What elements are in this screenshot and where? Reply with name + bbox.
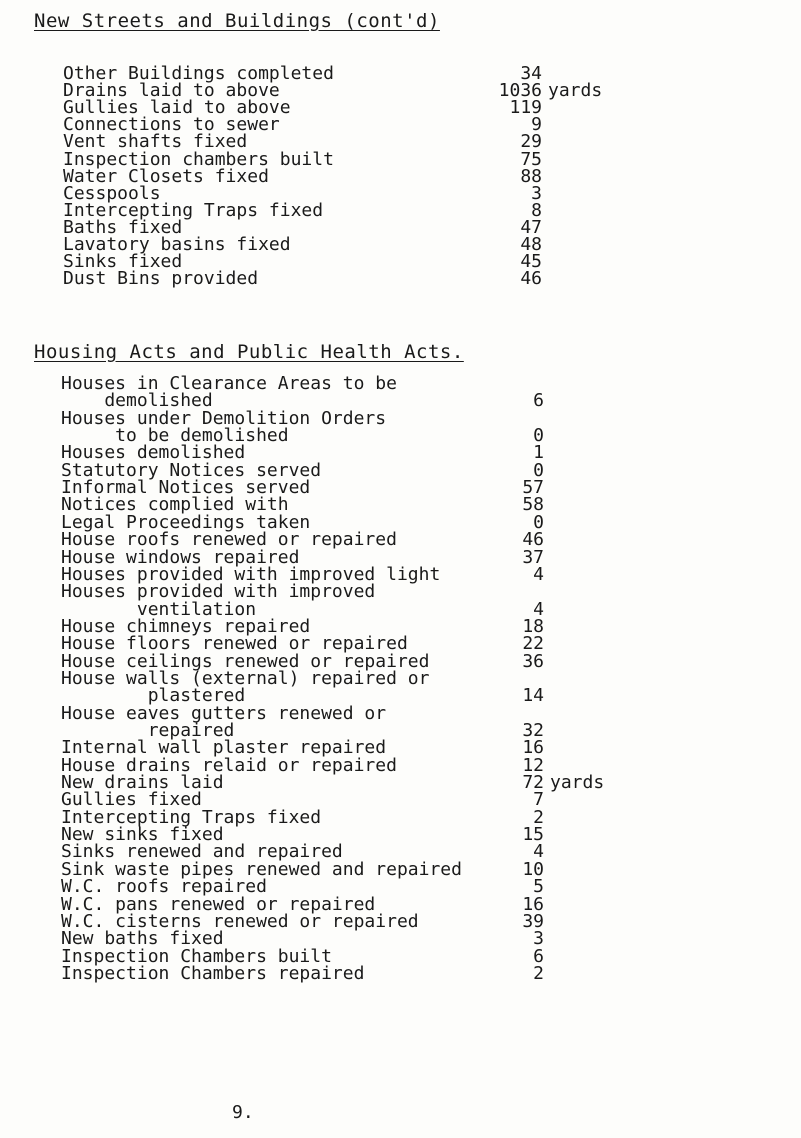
row-label: Internal wall plaster repaired — [61, 737, 387, 759]
row-value: 1036 — [498, 80, 542, 102]
row-value: 36 — [522, 650, 544, 672]
row-value: 6 — [533, 390, 544, 412]
row-label: Sinks renewed and repaired — [61, 841, 343, 863]
row-value: 39 — [522, 910, 544, 932]
row-label: House eaves gutters renewed or — [61, 702, 387, 724]
row-value: 0 — [533, 425, 544, 447]
row-label: New drains laid — [61, 772, 224, 794]
row-value: 119 — [509, 97, 542, 119]
row-label: House walls (external) repaired or — [61, 667, 430, 689]
row-value: 0 — [533, 459, 544, 481]
row-value: 7 — [533, 789, 544, 811]
list-row — [61, 963, 610, 985]
row-value: 2 — [533, 962, 544, 984]
page-number: 9. — [232, 1102, 254, 1123]
row-value: 34 — [520, 63, 542, 84]
row-value: 8 — [531, 199, 542, 221]
row-value: 4 — [533, 841, 544, 863]
row-value: 88 — [520, 165, 542, 187]
row-value: 75 — [520, 148, 542, 170]
section-heading-new-streets: New Streets and Buildings (cont'd) — [34, 10, 440, 32]
row-value: 72 — [522, 772, 544, 794]
row-label: Inspection chambers built — [63, 148, 334, 170]
row-label: Drains laid to above — [63, 80, 280, 102]
row-label: House roofs renewed or repaired — [61, 529, 397, 551]
row-label: Dust Bins provided — [63, 268, 259, 290]
row-value: 1 — [533, 442, 544, 464]
row-value: 10 — [522, 858, 544, 880]
row-label: Vent shafts fixed — [63, 131, 248, 153]
row-value: 16 — [522, 737, 544, 759]
row-label: Statutory Notices served — [61, 459, 322, 481]
row-label: House windows repaired — [61, 546, 300, 568]
row-label: House ceilings renewed or repaired — [61, 650, 430, 672]
row-label: Intercepting Traps fixed — [63, 199, 324, 221]
row-label: Legal Proceedings taken — [61, 511, 311, 533]
row-label: New sinks fixed — [61, 824, 224, 846]
list-row — [63, 268, 608, 290]
row-value: 5 — [533, 876, 544, 898]
row-label: House chimneys repaired — [61, 615, 311, 637]
row-value: 45 — [520, 251, 542, 273]
row-unit: yards — [550, 772, 605, 794]
row-value: 57 — [522, 477, 544, 499]
row-label: Notices complied with — [61, 494, 289, 516]
row-label: Houses in Clearance Areas to be — [61, 373, 397, 394]
row-value: 58 — [522, 494, 544, 516]
row-label: Houses demolished — [61, 442, 246, 464]
row-value: 48 — [520, 234, 542, 255]
row-label: repaired — [61, 720, 235, 741]
row-value: 4 — [533, 563, 544, 585]
row-label: Intercepting Traps fixed — [61, 806, 322, 828]
row-value: 0 — [533, 511, 544, 533]
row-label: plastered — [61, 685, 246, 707]
row-value: 2 — [533, 806, 544, 828]
row-value: 12 — [522, 754, 544, 776]
row-value: 14 — [522, 685, 544, 707]
row-label: Connections to sewer — [63, 114, 280, 136]
row-value: 32 — [522, 720, 544, 741]
row-value: 47 — [520, 216, 542, 238]
row-label: Gullies laid to above — [63, 97, 291, 119]
row-value: 46 — [522, 529, 544, 551]
row-label: W.C. roofs repaired — [61, 876, 267, 898]
row-label: W.C. pans renewed or repaired — [61, 893, 376, 915]
row-value: 3 — [531, 182, 542, 204]
row-value: 15 — [522, 824, 544, 846]
row-label: Other Buildings completed — [63, 63, 334, 84]
row-label: demolished — [61, 390, 213, 412]
row-label: Lavatory basins fixed — [63, 234, 291, 255]
row-label: to be demolished — [61, 425, 289, 447]
row-value: 29 — [520, 131, 542, 153]
row-label: Gullies fixed — [61, 789, 202, 811]
row-value: 3 — [533, 928, 544, 950]
row-value: 18 — [522, 615, 544, 637]
row-label: Baths fixed — [63, 216, 183, 238]
row-label: W.C. cisterns renewed or repaired — [61, 910, 419, 932]
row-label: House drains relaid or repaired — [61, 754, 397, 776]
row-label: Cesspools — [63, 182, 161, 204]
row-label: New baths fixed — [61, 928, 224, 950]
row-label: Houses provided with improved light — [61, 563, 441, 585]
row-value: 22 — [522, 633, 544, 655]
row-label: Water Closets fixed — [63, 165, 269, 187]
row-value: 16 — [522, 893, 544, 915]
row-value: 46 — [520, 268, 542, 290]
row-value: 9 — [531, 114, 542, 136]
row-label: Sinks fixed — [63, 251, 183, 273]
row-value: 4 — [533, 598, 544, 620]
row-unit: yards — [548, 80, 603, 102]
row-label: Houses provided with improved — [61, 581, 376, 603]
row-label: House floors renewed or repaired — [61, 633, 408, 655]
row-value: 37 — [522, 546, 544, 568]
row-label: Inspection Chambers repaired — [61, 962, 365, 984]
row-label: Inspection Chambers built — [61, 945, 332, 967]
row-label: Informal Notices served — [61, 477, 311, 499]
row-label: Houses under Demolition Orders — [61, 407, 387, 429]
row-label: Sink waste pipes renewed and repaired — [61, 858, 462, 880]
row-label: ventilation — [61, 598, 257, 620]
section-heading-housing-acts: Housing Acts and Public Health Acts. — [34, 341, 464, 363]
row-value: 6 — [533, 945, 544, 967]
